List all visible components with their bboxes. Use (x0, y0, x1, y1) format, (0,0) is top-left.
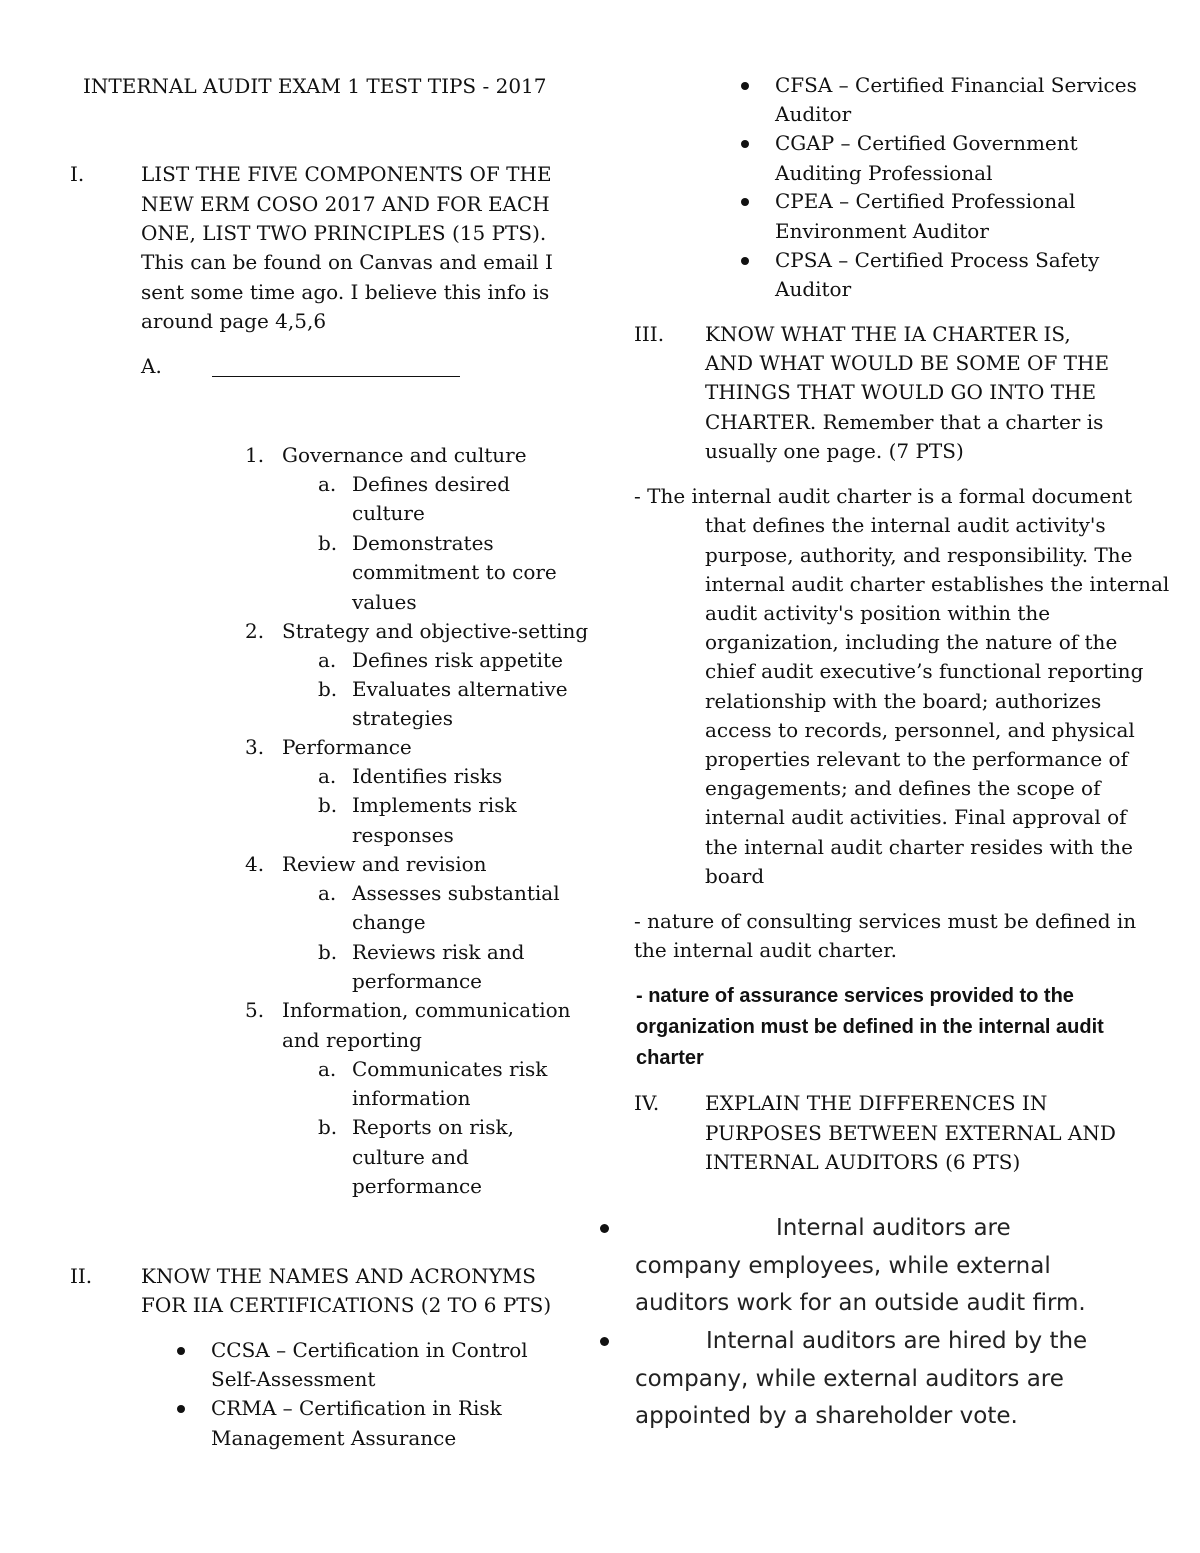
blank-answer-line (212, 376, 460, 377)
certification-text: CPEA – Certified Professional (775, 189, 1076, 213)
section-1-line: ONE, LIST TWO PRINCIPLES (15 PTS). (141, 221, 547, 245)
certification-text: CGAP – Certified Government (775, 131, 1078, 155)
certification-text: Self-Assessment (211, 1367, 376, 1391)
section-4-numeral: IV. (634, 1091, 660, 1115)
charter-paragraph: chief audit executive’s functional reporting (705, 659, 1144, 683)
difference-text: company, while external auditors are (635, 1366, 1064, 1392)
charter-paragraph: the internal audit charter resides with the (705, 835, 1133, 859)
component-name: Governance and culture (282, 443, 527, 467)
principle-text: culture and (352, 1145, 469, 1169)
section-1-line: around page 4,5,6 (141, 309, 327, 333)
principle-text: responses (352, 823, 454, 847)
section-4-line: EXPLAIN THE DIFFERENCES IN (705, 1091, 1048, 1115)
bullet-dot (600, 1337, 609, 1346)
difference-text: Internal auditors are (776, 1215, 1011, 1241)
charter-paragraph: internal audit charter establishes the internal (705, 572, 1170, 596)
certification-text: CPSA – Certified Process Safety (775, 248, 1100, 272)
charter-paragraph: board (705, 864, 765, 888)
section-4-line: INTERNAL AUDITORS (6 PTS) (705, 1150, 1021, 1174)
consulting-note: the internal audit charter. (634, 938, 897, 962)
section-3-line: KNOW WHAT THE IA CHARTER IS, (705, 322, 1071, 346)
bullet-dot (741, 82, 749, 90)
principle-text: Identifies risks (352, 764, 503, 788)
principle-text: commitment to core (352, 560, 557, 584)
principle-text: Communicates risk (352, 1057, 548, 1081)
section-3-line: AND WHAT WOULD BE SOME OF THE (705, 351, 1110, 375)
principle-letter: a. (318, 472, 337, 496)
component-name: Strategy and objective-setting (282, 619, 589, 643)
principle-text: Implements risk (352, 793, 517, 817)
component-name: Information, communication (282, 998, 571, 1022)
principle-letter: b. (318, 531, 338, 555)
component-number: 3. (245, 735, 265, 759)
section-4-line: PURPOSES BETWEEN EXTERNAL AND (705, 1121, 1116, 1145)
bullet-dot (600, 1224, 609, 1233)
bullet-dot (177, 1347, 185, 1355)
assurance-note: - nature of assurance services provided to the (636, 985, 1074, 1007)
certification-text: CFSA – Certified Financial Services (775, 73, 1137, 97)
principle-text: values (352, 590, 417, 614)
difference-text: Internal auditors are hired by the (706, 1328, 1088, 1354)
certification-text: Environment Auditor (775, 219, 989, 243)
bullet-dot (741, 257, 749, 265)
principle-text: culture (352, 501, 425, 525)
principle-text: performance (352, 969, 483, 993)
section-3-line: usually one page. (7 PTS) (705, 439, 964, 463)
principle-text: Evaluates alternative (352, 677, 568, 701)
section-3-numeral: III. (634, 322, 665, 346)
charter-paragraph: internal audit activities. Final approval of (705, 805, 1127, 829)
principle-text: performance (352, 1174, 483, 1198)
section-1-line: sent some time ago. I believe this info is (141, 280, 550, 304)
consulting-note: - nature of consulting services must be defined in (634, 909, 1137, 933)
bullet-dot (177, 1405, 185, 1413)
principle-letter: b. (318, 940, 338, 964)
principle-text: Defines desired (352, 472, 511, 496)
charter-paragraph: organization, including the nature of the (705, 630, 1118, 654)
section-1-line: This can be found on Canvas and email I (141, 250, 553, 274)
principle-text: Reports on risk, (352, 1115, 514, 1139)
component-name: Performance (282, 735, 412, 759)
certification-text: CCSA – Certification in Control (211, 1338, 528, 1362)
component-number: 1. (245, 443, 265, 467)
difference-text: company employees, while external (635, 1253, 1051, 1279)
charter-paragraph: that defines the internal audit activity's (705, 513, 1106, 537)
principle-letter: a. (318, 881, 337, 905)
section-2-numeral: II. (70, 1264, 93, 1288)
principle-letter: b. (318, 677, 338, 701)
difference-text: appointed by a shareholder vote. (635, 1403, 1018, 1429)
principle-letter: b. (318, 793, 338, 817)
certification-text: CRMA – Certification in Risk (211, 1396, 502, 1420)
principle-text: Reviews risk and (352, 940, 525, 964)
section-1-line: LIST THE FIVE COMPONENTS OF THE (141, 162, 552, 186)
charter-paragraph: relationship with the board; authorizes (705, 689, 1102, 713)
principle-text: Defines risk appetite (352, 648, 563, 672)
charter-paragraph: purpose, authority, and responsibility. The (705, 543, 1133, 567)
assurance-note: charter (636, 1047, 704, 1069)
component-name: and reporting (282, 1028, 422, 1052)
principle-letter: b. (318, 1115, 338, 1139)
charter-paragraph: audit activity's position within the (705, 601, 1051, 625)
principle-text: information (352, 1086, 471, 1110)
component-number: 4. (245, 852, 265, 876)
principle-text: Demonstrates (352, 531, 494, 555)
principle-letter: a. (318, 764, 337, 788)
difference-text: auditors work for an outside audit firm. (635, 1290, 1086, 1316)
charter-paragraph: properties relevant to the performance of (705, 747, 1128, 771)
component-number: 2. (245, 619, 265, 643)
component-number: 5. (245, 998, 265, 1022)
charter-paragraph: engagements; and defines the scope of (705, 776, 1101, 800)
section-3-line: CHARTER. Remember that a charter is (705, 410, 1104, 434)
principle-text: strategies (352, 706, 453, 730)
principle-text: change (352, 910, 426, 934)
principle-letter: a. (318, 648, 337, 672)
certification-text: Auditing Professional (775, 161, 993, 185)
component-name: Review and revision (282, 852, 487, 876)
section-2-line: KNOW THE NAMES AND ACRONYMS (141, 1264, 536, 1288)
section-1-numeral: I. (70, 162, 85, 186)
subsection-a-label: A. (141, 354, 162, 378)
bullet-dot (741, 140, 749, 148)
charter-paragraph: access to records, personnel, and physical (705, 718, 1135, 742)
assurance-note: organization must be defined in the internal audit (636, 1016, 1104, 1038)
bullet-dot (741, 198, 749, 206)
section-1-line: NEW ERM COSO 2017 AND FOR EACH (141, 192, 550, 216)
certification-text: Auditor (775, 102, 852, 126)
certification-text: Management Assurance (211, 1426, 457, 1450)
section-3-line: THINGS THAT WOULD GO INTO THE (705, 380, 1097, 404)
principle-text: Assesses substantial (352, 881, 560, 905)
charter-paragraph: - The internal audit charter is a formal document (634, 484, 1133, 508)
certification-text: Auditor (775, 277, 852, 301)
section-2-line: FOR IIA CERTIFICATIONS (2 TO 6 PTS) (141, 1293, 552, 1317)
principle-letter: a. (318, 1057, 337, 1081)
document-title: INTERNAL AUDIT EXAM 1 TEST TIPS - 2017 (83, 74, 547, 98)
